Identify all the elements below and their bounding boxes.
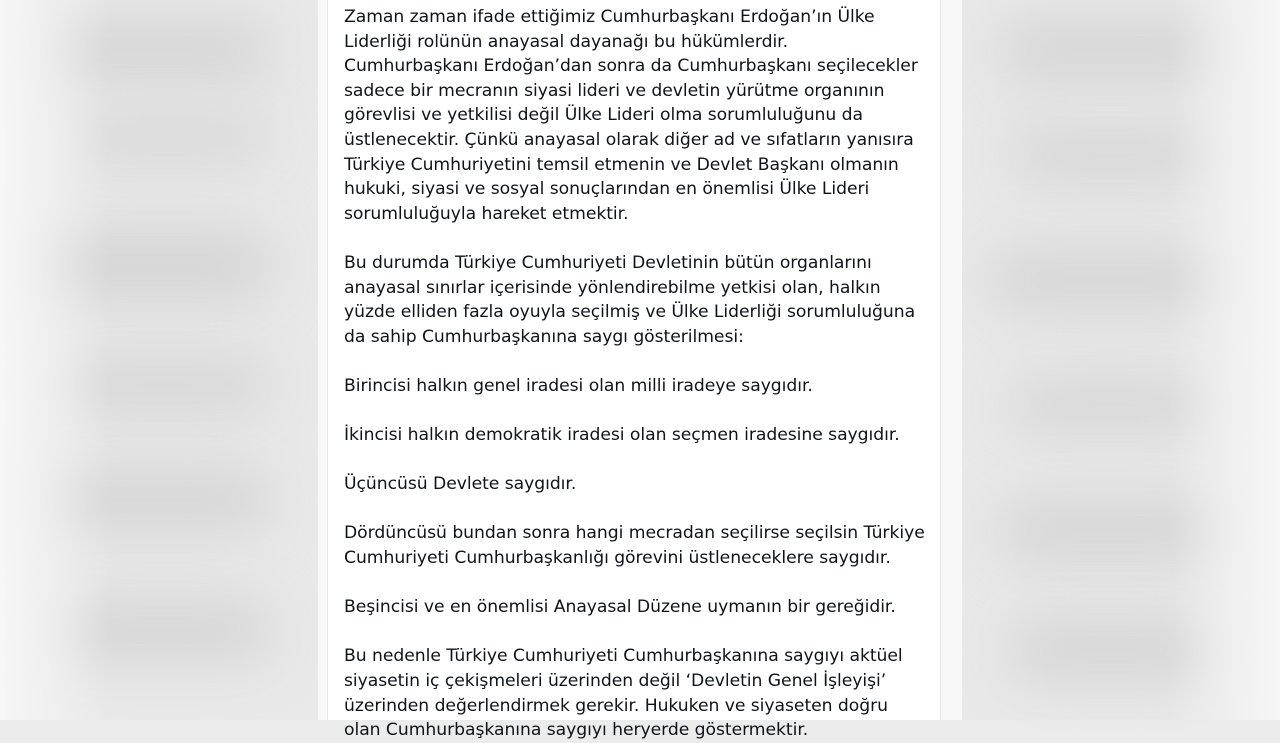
post-body <box>344 5 926 743</box>
post-paragraph-6: Dördüncüsü bundan sonra hangi mecradan seçilirse seçilsin Türkiye Cumhuriyeti Cumhurbaşkanlığı görevini üstleneceklere saygıdır. <box>344 523 925 569</box>
post-paragraph-8: Bu nedenle Türkiye Cumhuriyeti Cumhurbaşkanına saygıyı aktüel siyasetin iç çekişmeleri üzerinden değil ‘Devletin Genel İşleyişi’ üzerinden değerlendirmek gerekir. Hukuken ve siyaseten doğru olan Cumhurbaşkanına saygıyı heryerde göstermektir. <box>344 646 903 741</box>
post-paragraph-7: Beşincisi ve en önemlisi Anayasal Düzene uymanın bir gereğidir. <box>344 597 896 618</box>
post-paragraph-4: İkincisi halkın demokratik iradesi olan seçmen iradesine saygıdır. <box>344 425 900 446</box>
left-edge-fade <box>0 0 110 720</box>
right-edge-fade <box>1170 0 1280 720</box>
post-paragraph-5: Üçüncüsü Devlete saygıdır. <box>344 474 577 495</box>
post-paragraph-3: Birincisi halkın genel iradesi olan milli iradeye saygıdır. <box>344 375 813 396</box>
post-paragraph-1: Zaman zaman ifade ettiğimiz Cumhurbaşkanı Erdoğan’ın Ülke Liderliği rolünün anayasal dayanağı bu hükümlerdir. Cumhurbaşkanı Erdoğan’dan sonra da Cumhurbaşkanı seçilecekler sadece bir mecranın siyasi lideri ve devletin yürütme organının görevlisi ve yetkilisi değil Ülke Lideri olma sorumluluğunu da üstlenecektir. Çünkü anayasal olarak diğer ad ve sıfatların yanısıra Türkiye Cumhuriyetini temsil etmenin ve Devlet Başkanı olmanın hukuki, siyasi ve sosyal sonuçlarından en önemlisi Ülke Lideri sorumluluğuyla hareket etmektir. <box>344 7 918 224</box>
post-paragraph-2: Bu durumda Türkiye Cumhuriyeti Devletinin bütün organlarını anayasal sınırlar içerisinde yönlendirebilme yetkisi olan, halkın yüzde elliden fazla oyuyla seçilmiş ve Ülke Liderliği sorumluluğuna da sahip Cumhurbaşkanına saygı gösterilmesi: <box>344 252 916 347</box>
post-card <box>327 0 941 741</box>
